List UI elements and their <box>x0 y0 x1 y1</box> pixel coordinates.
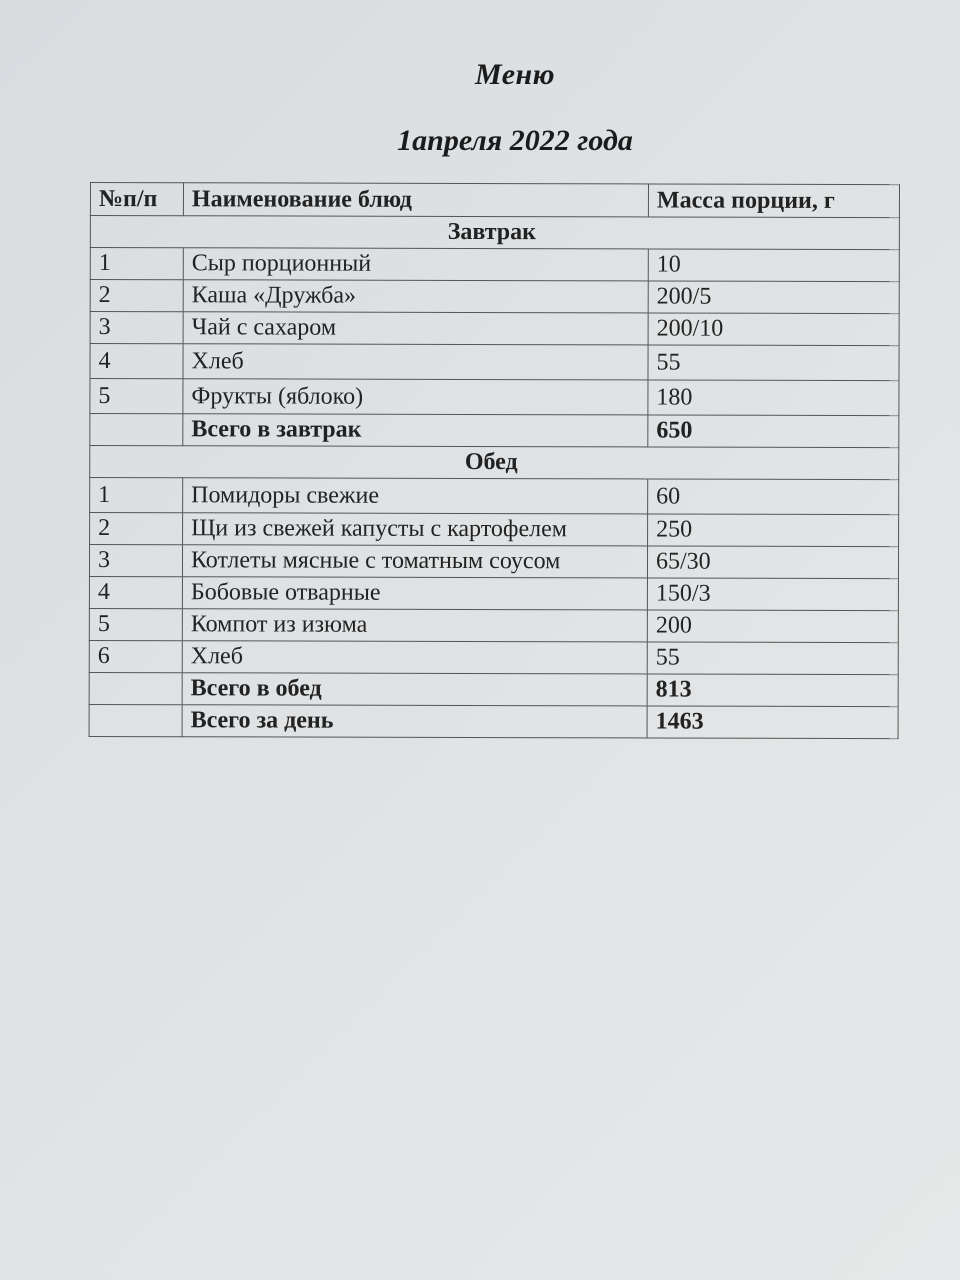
row-num: 2 <box>90 513 183 545</box>
table-row <box>90 379 899 416</box>
row-dish: Котлеты мясные с томатным соусом <box>182 545 647 578</box>
row-num: 1 <box>90 248 183 280</box>
row-dish: Помидоры свежие <box>183 478 648 514</box>
table-row <box>90 248 899 282</box>
menu-table <box>89 182 900 739</box>
row-num: 3 <box>89 545 182 577</box>
row-num: 4 <box>90 344 183 379</box>
table-row <box>90 344 899 381</box>
row-dish: Фрукты (яблоко) <box>183 379 648 415</box>
section-label-lunch: Обед <box>90 446 899 480</box>
page-title: Меню <box>474 58 556 91</box>
row-dish: Щи из свежей капусты с картофелем <box>183 513 648 546</box>
row-mass: 55 <box>648 345 899 381</box>
breakfast-total-value: 650 <box>648 415 899 448</box>
row-mass: 10 <box>648 249 899 282</box>
header-num: №п/п <box>90 183 183 216</box>
table-header-row <box>90 183 899 218</box>
row-mass: 65/30 <box>647 546 898 579</box>
row-dish: Сыр порционный <box>183 248 648 281</box>
header-name: Наименование блюд <box>183 183 648 217</box>
row-num-empty <box>89 672 182 704</box>
row-num: 6 <box>89 640 182 672</box>
table-row <box>89 608 898 642</box>
table-row <box>90 312 899 346</box>
row-mass: 180 <box>648 380 899 416</box>
row-num: 2 <box>90 280 183 312</box>
table-row <box>89 576 898 610</box>
menu-date: 1апреля 2022 года <box>397 124 633 157</box>
table-row <box>90 280 899 314</box>
row-dish: Компот из изюма <box>182 609 647 642</box>
table-row <box>90 513 899 547</box>
row-num: 4 <box>89 576 182 608</box>
lunch-total-label: Всего в обед <box>182 673 647 706</box>
row-num-empty <box>90 414 183 446</box>
row-dish: Каша «Дружба» <box>183 280 648 313</box>
day-total-label: Всего за день <box>182 705 647 738</box>
breakfast-total-row <box>90 414 899 448</box>
row-mass: 250 <box>648 514 899 547</box>
breakfast-total-label: Всего в завтрак <box>183 414 648 447</box>
row-mass: 55 <box>647 642 898 675</box>
row-dish: Хлеб <box>182 641 647 674</box>
row-mass: 200/5 <box>648 281 899 314</box>
table-row <box>89 640 898 674</box>
row-num-empty <box>89 704 182 736</box>
table-row <box>90 478 899 515</box>
row-mass: 60 <box>648 479 899 515</box>
section-row-breakfast <box>90 216 899 250</box>
section-label-breakfast: Завтрак <box>90 216 899 250</box>
table-row <box>89 545 898 579</box>
row-mass: 200/10 <box>648 313 899 346</box>
lunch-total-row <box>89 672 898 706</box>
row-dish: Чай с сахаром <box>183 312 648 345</box>
row-num: 5 <box>89 608 182 640</box>
row-dish: Хлеб <box>183 344 648 380</box>
row-dish: Бобовые отварные <box>182 577 647 610</box>
row-mass: 200 <box>647 610 898 643</box>
row-num: 3 <box>90 312 183 344</box>
section-row-lunch <box>90 446 899 480</box>
row-num: 1 <box>90 478 183 513</box>
day-total-row <box>89 704 898 738</box>
lunch-total-value: 813 <box>647 674 898 707</box>
row-num: 5 <box>90 379 183 414</box>
header-mass: Масса порции, г <box>648 184 899 218</box>
day-total-value: 1463 <box>647 706 898 739</box>
row-mass: 150/3 <box>647 578 898 611</box>
